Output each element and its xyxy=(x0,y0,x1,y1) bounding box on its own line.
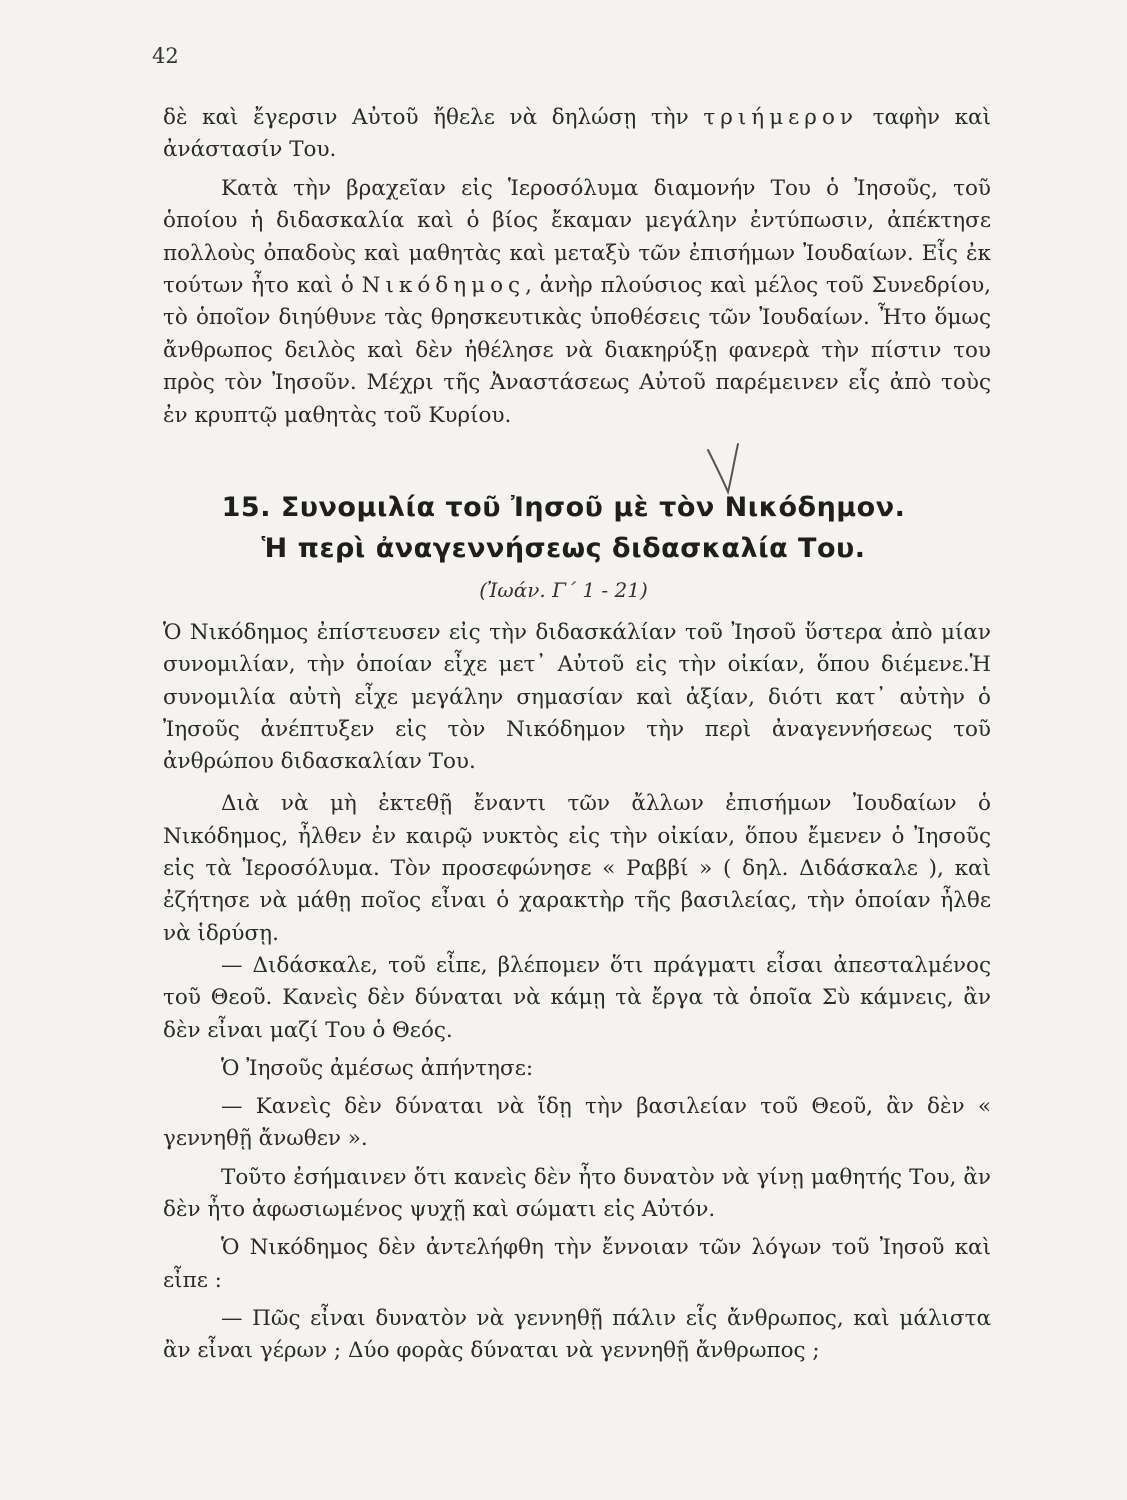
paragraph: — Πῶς εἶναι δυνατὸν νὰ γεννηθῇ πάλιν εἷς ἄνθρωπος, καὶ μάλιστα ἂν εἶναι γέρων ; Δύο φορὰς δύναται νὰ γεννηθῇ ἄνθρωπος ; xyxy=(163,1305,991,1364)
text-run: Κατὰ τὴν βραχεῖαν εἰς Ἱεροσόλυμα διαμονήν Του ὁ Ἰησοῦς, τοῦ ὁποίου ἡ διδασκαλία καὶ ὁ βίος ἔκαμαν μεγάλην ἐντύπωσιν, ἀπέκτησε πολλοὺς ὀπαδοὺς καὶ μαθητὰς καὶ μεταξὺ τῶν ἐπισήμων Ἰουδαίων. Εἷς ἐκ τούτων ἦτο καὶ ὁ xyxy=(163,175,991,299)
section-subheading: Ἡ περὶ ἀναγεννήσεως διδασκαλία Του. xyxy=(261,533,866,564)
paragraph: Ὁ Ἰησοῦς ἀμέσως ἀπήντησε: xyxy=(221,1055,534,1081)
section-heading: 15. Συνομιλία τοῦ Ἰησοῦ μὲ τὸν Νικόδημον. xyxy=(221,492,906,523)
paragraph: Ὁ Νικόδημος δὲν ἀντελήφθη τὴν ἔννοιαν τῶν λόγων τοῦ Ἰησοῦ καὶ εἶπε : xyxy=(163,1235,991,1293)
emphasized-name: Νικόδημος xyxy=(361,273,526,299)
paragraph xyxy=(163,102,991,167)
paragraph: Τοῦτο ἐσήμαινεν ὅτι κανεὶς δὲν ἦτο δυνατὸν νὰ γίνῃ μαθητής Του, ἂν δὲν ἦτο ἀφωσιωμένος ψυχῇ καὶ σώματι εἰς Αὐτόν. xyxy=(163,1164,991,1223)
paragraph: Ὁ Νικόδημος ἐπίστευσεν εἰς τὴν διδασκάλίαν τοῦ Ἰησοῦ ὕστερα ἀπὸ μίαν συνομιλίαν, τὴν ὁποίαν εἶχε μετ᾽ Αὐτοῦ εἰς τὴν οἰκίαν, ὅπου διέμενε.Ἡ συνομιλία αὐτὴ εἶχε μεγάλην σημασίαν καὶ ἀξίαν, διότι κατ᾽ αὐτὴν ὁ Ἰησοῦς ἀνέπτυξεν εἰς τὸν Νικόδημον τὴν περὶ ἀναγεννήσεως τοῦ ἀνθρώπου διδασκαλίαν Του. xyxy=(163,620,991,775)
paragraph: Διὰ νὰ μὴ ἐκτεθῇ ἔναντι τῶν ἄλλων ἐπισήμων Ἰουδαίων ὁ Νικόδημος, ἦλθεν ἐν καιρῷ νυκτὸς εἰς τὴν οἰκίαν, ὅπου ἔμενεν ὁ Ἰησοῦς εἰς τὰ Ἱεροσόλυμα. Τὸν προσεφώνησε « Ραββί » ( δηλ. Διδάσκαλε ), καὶ ἐζήτησε νὰ μάθῃ ποῖος εἶναι ὁ χαρακτὴρ τῆς βασιλείας, τὴν ὁποίαν ἦλθε νὰ ἱδρύσῃ. xyxy=(163,791,991,946)
text-run: , ἀνὴρ πλούσιος καὶ μέλος τοῦ Συνεδρίου, τὸ ὁποῖον διηύθυνε τὰς θρησκευτικὰς ὑποθέσεις τῶν Ἰουδαίων. Ἦτο ὅμως ἄνθρωπος δειλὸς καὶ δὲν ἠθέλησε νὰ διακηρύξῃ φανερὰ τὴν πίστιν του πρὸς τὸν Ἰησοῦν. Μέχρι τῆς Ἀναστάσεως Αὐτοῦ παρέμεινεν εἷς ἀπὸ τοὺς ἐν κρυπτῷ μαθητὰς τοῦ Κυρίου. xyxy=(163,273,991,428)
paragraph: — Κανεὶς δὲν δύναται νὰ ἴδῃ τὴν βασιλείαν τοῦ Θεοῦ, ἂν δὲν « γεννηθῇ ἄνωθεν ». xyxy=(163,1094,991,1152)
emphasized-word: τριήμερον xyxy=(703,105,858,130)
handwritten-check-mark xyxy=(700,440,770,500)
text-run: δὲ καὶ ἔγερσιν Αὐτοῦ ἤθελε νὰ δηλώσῃ τὴν xyxy=(163,105,704,130)
scripture-reference: (Ἰωάν. Γ΄ 1 - 21) xyxy=(479,578,648,602)
page-number: 42 xyxy=(152,44,179,68)
text-run: ταφὴν καὶ ἀνάστασίν Του. xyxy=(163,105,992,163)
body-text-block xyxy=(163,617,991,1368)
intro-text-block xyxy=(163,102,991,432)
paragraph xyxy=(163,173,991,432)
paragraph: — Διδάσκαλε, τοῦ εἶπε, βλέπομεν ὅτι πράγματι εἶσαι ἀπεσταλμένος τοῦ Θεοῦ. Κανεὶς δὲν δύναται νὰ κάμῃ τὰ ἔργα τὰ ὁποῖα Σὺ κάμνεις, ἂν δὲν εἶναι μαζί Του ὁ Θεός. xyxy=(163,952,991,1043)
